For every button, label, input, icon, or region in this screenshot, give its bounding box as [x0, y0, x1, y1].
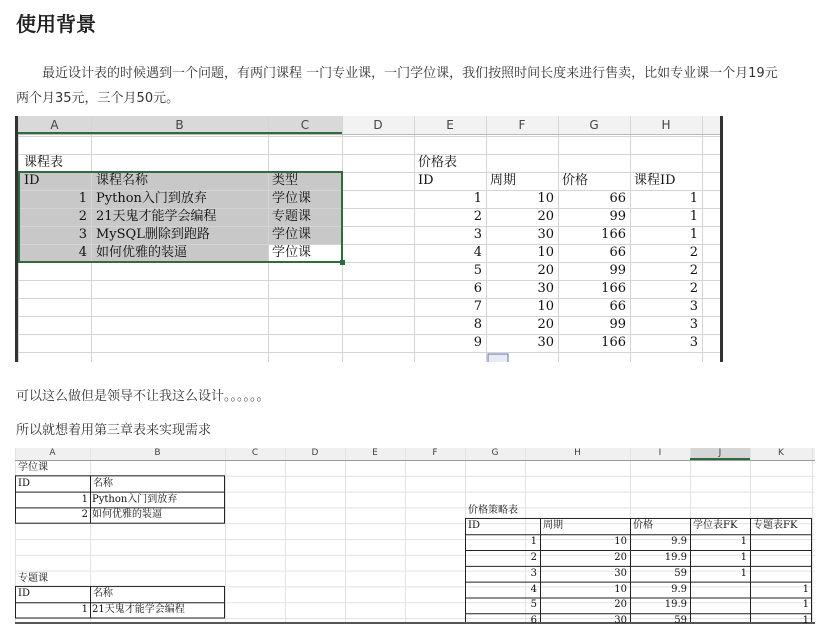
- strategy-cell[interactable]: 1: [740, 567, 747, 579]
- page-title: 使用背景: [16, 12, 96, 36]
- price-cell[interactable]: 2: [689, 281, 698, 296]
- strategy-cell[interactable]: 19.9: [664, 552, 687, 564]
- strategy-cell[interactable]: [750, 550, 809, 566]
- degree-name-cell[interactable]: Python入门到放弃: [92, 493, 178, 505]
- degree-table-title[interactable]: 学位课: [18, 462, 48, 473]
- strategy-cell[interactable]: 1: [530, 536, 537, 548]
- paste-options-icon: [488, 354, 508, 362]
- degree-header-id[interactable]: ID: [18, 477, 30, 489]
- strategy-cell[interactable]: 3: [530, 567, 537, 579]
- strategy-cell[interactable]: 6: [530, 615, 537, 627]
- price-cell[interactable]: 1: [689, 191, 698, 206]
- sheet1-column-header-a[interactable]: A: [50, 118, 59, 132]
- strategy-cell[interactable]: 9.9: [671, 583, 687, 595]
- sheet2-column-header-a[interactable]: A: [49, 448, 56, 458]
- course-name-cell[interactable]: Python入门到放弃: [96, 191, 207, 206]
- price-cell[interactable]: 8: [473, 317, 482, 332]
- price-cell[interactable]: 20: [537, 263, 554, 278]
- price-cell[interactable]: 10: [537, 191, 554, 206]
- price-cell[interactable]: 4: [473, 245, 482, 260]
- strategy-header-0[interactable]: ID: [468, 520, 480, 532]
- course-id-cell[interactable]: 4: [78, 245, 87, 260]
- price-header-1[interactable]: 周期: [490, 173, 517, 188]
- price-cell[interactable]: 2: [473, 209, 482, 224]
- course-table-title[interactable]: 课程表: [24, 155, 64, 170]
- strategy-cell[interactable]: [690, 582, 747, 598]
- degree-header-name[interactable]: 名称: [93, 477, 113, 489]
- degree-id-cell[interactable]: 1: [81, 493, 88, 505]
- sheet2-column-header-g[interactable]: G: [491, 448, 499, 458]
- sheet2-column-header-b[interactable]: B: [154, 448, 161, 458]
- strategy-header-2[interactable]: 价格: [633, 520, 653, 532]
- price-cell[interactable]: 99: [609, 317, 626, 332]
- price-cell[interactable]: 20: [537, 209, 554, 224]
- strategy-cell[interactable]: 4: [530, 583, 537, 595]
- course-id-cell[interactable]: 3: [78, 227, 87, 242]
- intro-paragraph-line2: 两个月35元，三个月50元。: [16, 91, 180, 106]
- strategy-cell[interactable]: 1: [802, 599, 809, 611]
- course-name-cell[interactable]: 如何优雅的装逼: [96, 245, 188, 260]
- strategy-cell[interactable]: 2: [530, 552, 537, 564]
- sheet2-column-header-h[interactable]: H: [574, 448, 581, 458]
- price-cell[interactable]: 66: [609, 191, 626, 206]
- degree-id-cell[interactable]: 2: [81, 509, 88, 521]
- strategy-cell[interactable]: 59: [674, 567, 687, 579]
- price-cell[interactable]: 10: [537, 245, 554, 260]
- price-cell[interactable]: 3: [689, 335, 698, 350]
- strategy-cell[interactable]: 1: [740, 536, 747, 548]
- strategy-cell[interactable]: 1: [802, 583, 809, 595]
- price-cell[interactable]: 99: [609, 263, 626, 278]
- topic-table-title[interactable]: 专题课: [18, 572, 48, 584]
- price-cell[interactable]: 30: [537, 227, 554, 242]
- strategy-cell[interactable]: 10: [614, 583, 627, 595]
- course-id-cell[interactable]: 1: [78, 191, 87, 206]
- topic-name-cell[interactable]: 21天鬼才能学会编程: [92, 604, 185, 616]
- topic-id-cell[interactable]: 1: [81, 604, 88, 616]
- strategy-cell[interactable]: 30: [614, 615, 627, 627]
- sheet1-column-header-c[interactable]: C: [300, 118, 310, 132]
- price-cell[interactable]: 66: [609, 245, 626, 260]
- sheet2-column-header-k[interactable]: K: [778, 448, 784, 458]
- note-paragraph-2: 所以就想着用第三章表来实现需求: [16, 423, 212, 438]
- strategy-cell[interactable]: [750, 566, 809, 582]
- topic-header-name[interactable]: 名称: [93, 588, 113, 600]
- price-cell[interactable]: 6: [473, 281, 482, 296]
- course-header-1[interactable]: 课程名称: [96, 173, 149, 188]
- strategy-cell[interactable]: 5: [530, 599, 537, 611]
- course-name-cell[interactable]: MySQL删除到跑路: [96, 227, 210, 242]
- sheet1-column-header-e[interactable]: E: [446, 118, 454, 132]
- price-header-0[interactable]: ID: [418, 173, 434, 188]
- price-cell[interactable]: 3: [689, 299, 698, 314]
- sheet1-column-header-g[interactable]: G: [589, 118, 599, 132]
- sheet2-column-header-f[interactable]: F: [432, 448, 438, 458]
- strategy-header-4[interactable]: 专题表FK: [753, 520, 798, 532]
- price-header-2[interactable]: 价格: [562, 173, 589, 188]
- price-cell[interactable]: 166: [601, 227, 626, 242]
- degree-name-cell[interactable]: 如何优雅的装逼: [92, 509, 162, 521]
- course-name-cell[interactable]: 21天鬼才能学会编程: [96, 209, 217, 224]
- price-cell[interactable]: 166: [601, 281, 626, 296]
- price-cell[interactable]: 30: [537, 281, 554, 296]
- price-cell[interactable]: 3: [689, 317, 698, 332]
- price-cell[interactable]: 1: [689, 209, 698, 224]
- price-cell[interactable]: 7: [473, 299, 482, 314]
- price-cell[interactable]: 166: [601, 335, 626, 350]
- topic-header-id[interactable]: ID: [18, 588, 30, 600]
- sheet2-column-header-c[interactable]: C: [251, 448, 259, 458]
- strategy-cell[interactable]: 1: [802, 615, 809, 627]
- price-cell[interactable]: 20: [537, 317, 554, 332]
- strategy-cell[interactable]: [750, 534, 809, 550]
- sheet1-column-header-f[interactable]: F: [518, 118, 526, 132]
- price-cell[interactable]: 30: [537, 335, 554, 350]
- sheet1-column-header-d[interactable]: D: [373, 118, 383, 132]
- price-cell[interactable]: 9: [473, 335, 482, 350]
- course-header-2[interactable]: 类型: [272, 173, 299, 188]
- price-cell[interactable]: 99: [609, 209, 626, 224]
- strategy-cell[interactable]: [690, 613, 747, 629]
- sheet1-fill-handle: [340, 260, 345, 265]
- strategy-cell[interactable]: 19.9: [664, 599, 687, 611]
- price-cell[interactable]: 2: [689, 245, 698, 260]
- course-type-cell[interactable]: 学位课: [272, 245, 312, 260]
- strategy-cell[interactable]: 20: [614, 599, 627, 611]
- price-cell[interactable]: 2: [689, 263, 698, 278]
- price-cell[interactable]: 66: [609, 299, 626, 314]
- strategy-cell[interactable]: 10: [614, 536, 627, 548]
- spreadsheet-price-strategy: [15, 448, 815, 627]
- intro-paragraph-line1: 最近设计表的时候遇到一个问题，有两门课程 一门专业课，一门学位课，我们按照时间长度来进行售卖，比如专业课一个月19元: [42, 66, 778, 81]
- note-paragraph-1: 可以这么做但是领导不让我这么设计。。。。。。: [16, 389, 270, 404]
- strategy-cell[interactable]: 59: [674, 615, 687, 627]
- price-table-title[interactable]: 价格表: [418, 155, 458, 170]
- spreadsheet-course-price: [15, 116, 723, 362]
- sheet2-column-header-d[interactable]: D: [311, 448, 319, 458]
- course-id-cell[interactable]: 2: [78, 209, 87, 224]
- strategy-table-title[interactable]: 价格策略表: [468, 504, 518, 516]
- strategy-header-1[interactable]: 周期: [543, 520, 563, 532]
- strategy-cell[interactable]: [690, 597, 747, 613]
- course-type-cell[interactable]: 专题课: [272, 209, 312, 224]
- price-cell[interactable]: 1: [689, 227, 698, 242]
- strategy-header-3[interactable]: 学位表FK: [693, 520, 738, 532]
- price-cell[interactable]: 10: [537, 299, 554, 314]
- price-cell[interactable]: 5: [473, 263, 482, 278]
- sheet2-column-header-e[interactable]: E: [372, 448, 378, 458]
- course-type-cell[interactable]: 学位课: [272, 227, 312, 242]
- sheet2-column-header-j[interactable]: J: [718, 448, 722, 458]
- price-cell[interactable]: 1: [473, 191, 482, 206]
- strategy-cell[interactable]: 30: [614, 567, 627, 579]
- course-type-cell[interactable]: 学位课: [272, 191, 312, 206]
- strategy-cell[interactable]: 20: [614, 552, 627, 564]
- strategy-cell[interactable]: 1: [740, 552, 747, 564]
- course-header-0[interactable]: ID: [24, 173, 40, 188]
- sheet1-column-header-h[interactable]: H: [661, 118, 671, 132]
- strategy-cell[interactable]: 9.9: [671, 536, 687, 548]
- sheet1-column-header-b[interactable]: B: [175, 118, 184, 132]
- price-header-3[interactable]: 课程ID: [634, 173, 676, 188]
- sheet2-column-header-i[interactable]: I: [658, 448, 662, 458]
- price-cell[interactable]: 3: [473, 227, 482, 242]
